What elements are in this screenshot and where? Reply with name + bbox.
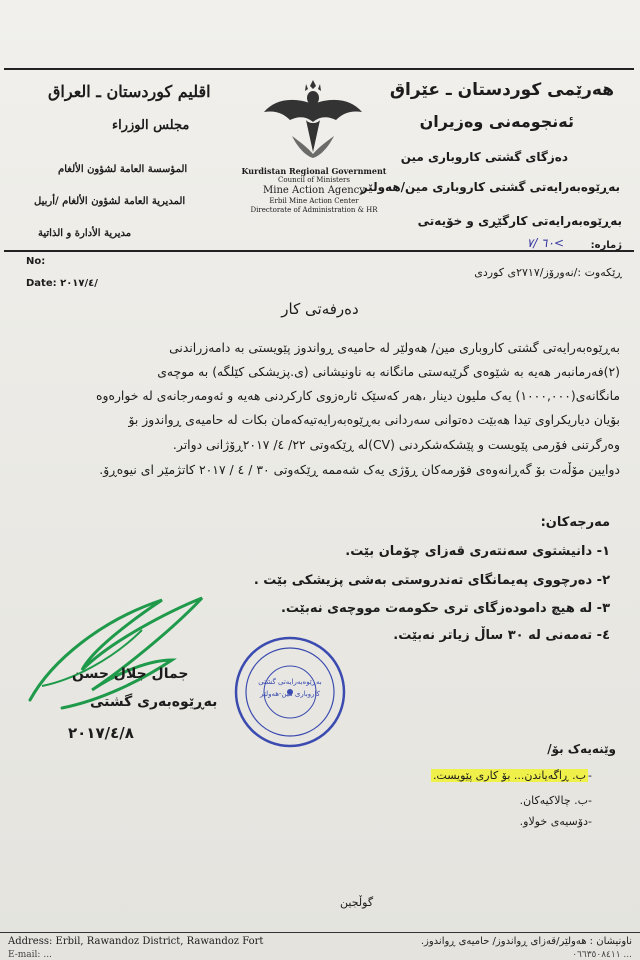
header-english-agency: Mine Action Agency <box>263 185 365 196</box>
typist-name: گوڵجین <box>340 896 374 909</box>
copies-heading: وێنەیەک بۆ/ <box>547 742 616 756</box>
letter-date-kurdish: ڕێکەوت :/نەورۆز/٢٧١٧ی کوردی <box>474 266 622 279</box>
copy-recipient-highlighted: ب. ڕاگەیاندن... بۆ کاری پێویست. <box>432 769 586 782</box>
list-bullet: - <box>588 769 592 782</box>
body-paragraph-line: (٢)فەرمانبەر هەیە بە شێوەی گرێبەستی مانگانە بە ناونیشانی (ی.پزیشکی کێلگە) بە موچەی <box>157 364 620 379</box>
body-paragraph-line: بەڕێوەبەرایەتی گشتی کاروباری مین/ هەولێر لە حامیەی ڕواندوز پێویستی بە دامەزراندنی <box>169 340 620 355</box>
signatory-title: بەڕێوەبەری گشتی <box>90 694 218 710</box>
header-english-directorate: Directorate of Administration & HR <box>250 206 378 214</box>
header-arabic-council: مجلس الوزراء <box>112 118 190 133</box>
footer-address-en: Address: Erbil, Rawandoz District, Rawandoz Fort <box>8 936 264 947</box>
body-paragraph-line: وەرگرتنی فۆرمی پێویست و پێشکەشکردنی (CV)لە ڕێکەوتی ٢٢/ ٤/ ٢٠١٧ڕۆژانی دواتر. <box>172 437 620 452</box>
signature-date: ٢٠١٧/٤/٨ <box>68 724 134 742</box>
number-label-en: No: <box>26 256 46 267</box>
header-english-krg: Kurdistan Regional Government <box>241 166 387 176</box>
copy-recipient: ب. چالاکیەکان. <box>519 794 588 807</box>
header-arabic-general-est: المؤسسة العامة لشؤون الألغام <box>58 164 188 175</box>
reference-number-handwritten: ٦٠ /٧< <box>526 236 564 250</box>
conditions-heading: مەرجەکان: <box>540 515 610 530</box>
header-kurdish-admin-dept: بەڕێوەبەرایەتی کارگێڕی و خۆیەتی <box>417 214 622 228</box>
header-arabic-admin-dir: مديرية الأدارة و الذاتية <box>38 228 132 239</box>
letter-title: دەرفەتی کار <box>281 300 359 318</box>
stamp-text: بەڕێوەبەرایەتی گشتی <box>258 678 322 686</box>
krg-eagle-emblem-icon <box>262 76 364 160</box>
header-kurdish-directorate: دەزگای گشتی کاروباری مین <box>400 150 568 164</box>
header-kurdish-general-mgmt: بەڕێوەبەرایەتی گشتی کاروباری مین/هەولێر <box>360 180 620 194</box>
copy-recipient: دۆسیەی خولاو. <box>519 815 588 828</box>
body-paragraph-line: دوایین مۆڵەت بۆ گەڕانەوەی فۆرمەکان ڕۆژی یەک شەممە ڕێکەوتی ٣٠ / ٤ / ٢٠١٧ کاتژمێر ای نیوەڕۆ. <box>99 462 620 477</box>
footer-address-kurdish: ناونیشان : هەولێر/قەزای ڕواندوز/ حامیەی ڕواندوز. <box>420 936 632 947</box>
letterhead <box>4 68 634 252</box>
condition-item: ١- دانیشتوی سەنتەری قەزای چۆمان بێت. <box>345 544 610 559</box>
header-english-center: Erbil Mine Action Center <box>269 197 359 205</box>
date-label-en: Date: ٢٠١٧/٤/ <box>26 278 98 289</box>
signatory-name: جمال جلال حسن <box>72 666 189 682</box>
condition-item: ٣- لە هیچ دامودەزگای تری حکومەت مووچەی نەبێت. <box>280 601 610 616</box>
header-arabic-region: اقليم كوردستان ـ العراق <box>48 82 211 101</box>
list-bullet: - <box>588 794 592 807</box>
list-bullet: - <box>588 815 592 828</box>
header-kurdish-council: ئەنجومەنی وەزیران <box>419 112 574 131</box>
stamp-text: کاروباری مین-هەولێر <box>259 690 321 698</box>
header-english-council: Council of Ministers <box>278 176 350 184</box>
footer-divider <box>0 932 640 933</box>
reference-number-label: ژمارە: <box>590 240 622 251</box>
header-kurdish-region: هەرێمی کوردستان ـ عێراق <box>389 80 614 100</box>
body-paragraph-line: مانگانەی(١٠٠٠,٠٠٠) یەک ملیون دینار ،هەر کەسێک ئارەزوی کارکردنی هەیە و ئەومەرجانەی لە خوارەوە <box>95 388 620 403</box>
body-paragraph-line: بۆیان دیاریکراوی تیدا هەبێت دەتوانی سەردانی بەڕێوەبەرایەتیەکەمان بکات لە حامیەی ڕواندوز بۆ <box>128 412 620 427</box>
condition-item: ٢- دەرچووی پەیمانگای تەندروستی بەشی پزیشکی بێت . <box>253 573 610 588</box>
footer-email-en: E-mail: ... <box>8 950 52 960</box>
footer-phone: ٠٦٦٣٥٠٨٤١١ ... <box>572 950 632 960</box>
header-arabic-general-dir: المديرية العامة لشؤون الألغام /أربيل <box>34 196 186 207</box>
condition-item: ٤- تەمەنی لە ٣٠ ساڵ زیاتر نەبێت. <box>393 628 610 643</box>
